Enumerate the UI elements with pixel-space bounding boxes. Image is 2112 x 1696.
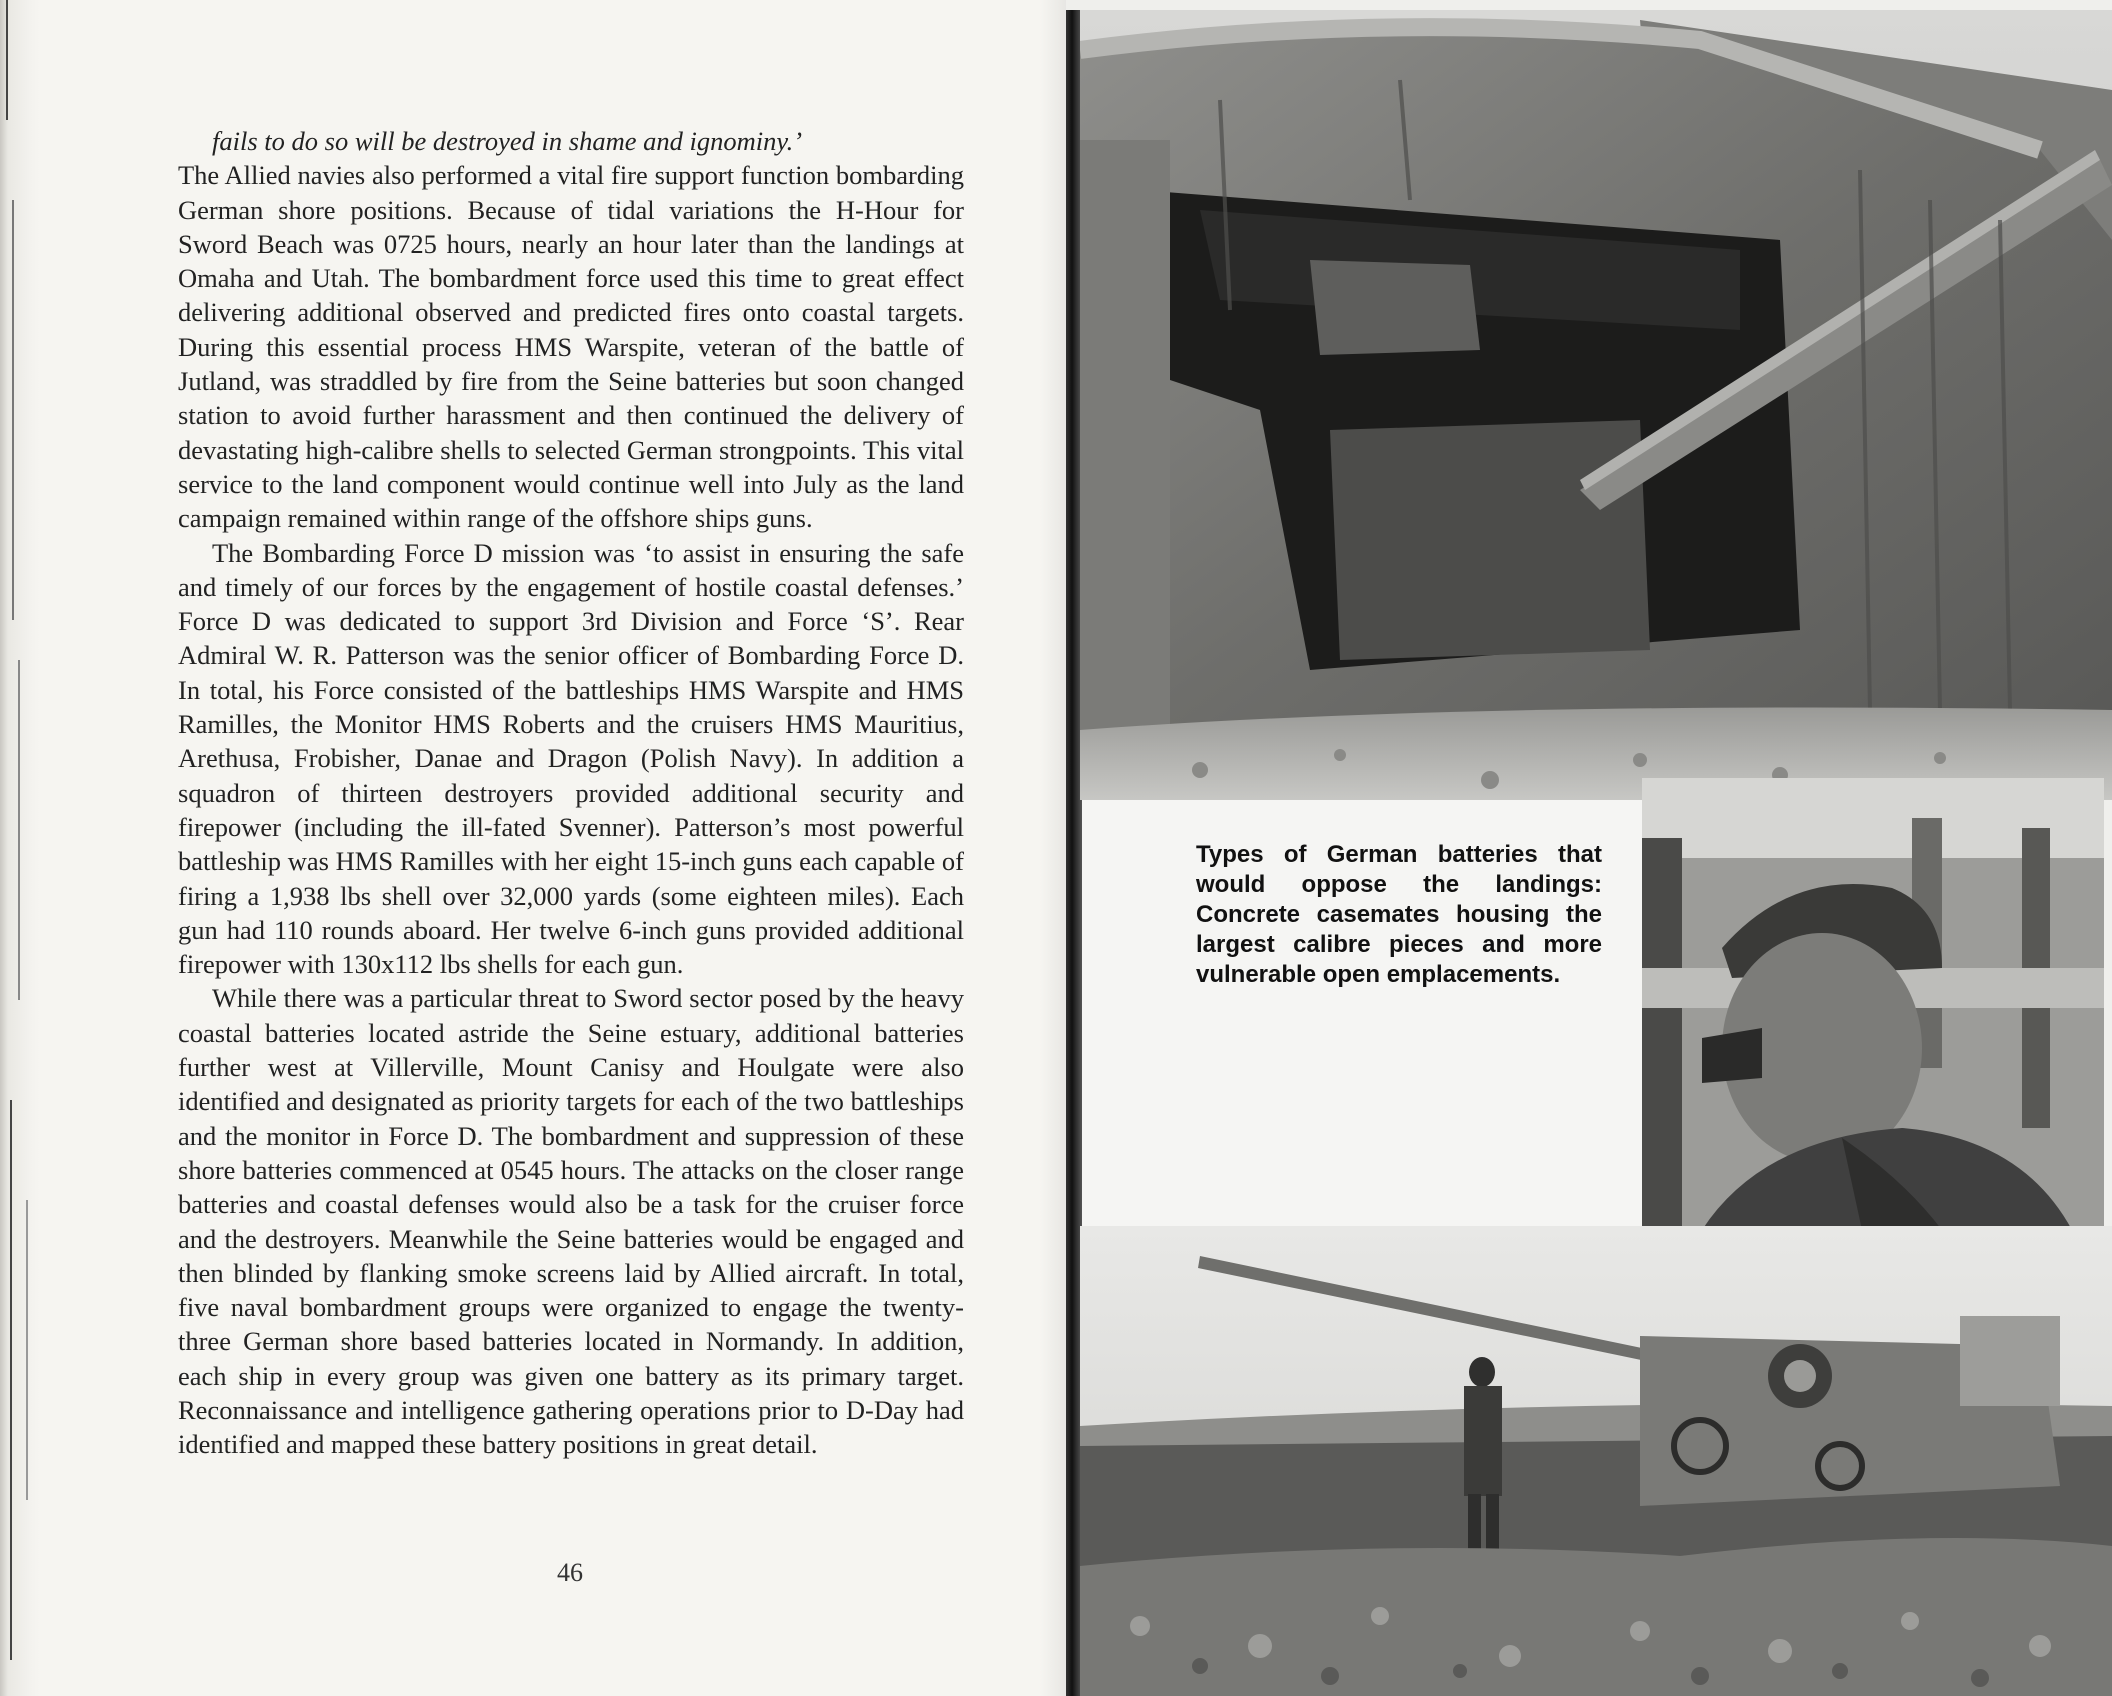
quote-ending: fails to do so will be destroyed in shame and ignominy.’ <box>212 126 803 156</box>
page-number: 46 <box>557 1558 583 1587</box>
soldier-photo <box>1642 778 2104 1230</box>
photo-caption: Types of German batteries that would oppose the landings: Concrete casemates housing the largest calibre pieces and more vulnerable open emplacements. <box>1196 841 1602 988</box>
left-page-edge <box>0 0 40 1696</box>
gun-emplacement-photo <box>1080 1226 2112 1696</box>
paragraph-coastal-batteries: While there was a particular threat to Sword sector posed by the heavy coastal batteries located astride the Seine estuary, additional batteries further west at Villerville, Mount Canisy and Houlgate were also identified and designated as priority targets for each of the two battleships and the monitor in Force D. The bombardment and suppression of these shore batteries commenced at 0545 hours. The attacks on the closer range batteries and coastal defenses would also be a task for the cruiser force and the destroyers. Meanwhile the Seine batteries would be engaged and then blinded by flanking smoke screens laid by Allied aircraft. In total, five naval bombardment groups were organized to engage the twenty-three German shore based batteries located in Normandy. In addition, each ship in every group was given one battery as its primary target. Reconnaissance and intelligence gathering operations prior to D-Day had identified and mapped these battery positions in great detail. <box>178 983 964 1460</box>
paragraph-naval-fire-support: The Allied navies also performed a vital fire support function bombarding German shore positions. Because of tidal variations the H-Hour for Sword Beach was 0725 hours, nearly an hour later than the landings at Omaha and Utah. The bombardment force used this time to great effect delivering additional observed and predicted fires onto coastal targets. During this essential process HMS Warspite, veteran of the battle of Jutland, was straddled by fire from the Seine batteries but soon changed station to avoid further harassment and then continued the delivery of devastating high-calibre shells to selected German strongpoints. This vital service to the land component would continue well into July as the land campaign remained within range of the offshore ships guns. <box>178 160 964 534</box>
casemate-photo <box>1080 10 2112 800</box>
body-text <box>178 124 964 1462</box>
paragraph-bombarding-force-d: The Bombarding Force D mission was ‘to assist in ensuring the safe and timely of our forces by the engagement of hostile coastal defenses.’ Force D was dedicated to support 3rd Division and Force ‘S’. Rear Admiral W. R. Patterson was the senior officer of Bombarding Force D. In total, his Force consisted of the battleships HMS Warspite and HMS Ramilles, the Monitor HMS Roberts and the cruisers HMS Mauritius, Arethusa, Frobisher, Danae and Dragon (Polish Navy). In addition a squadron of thirteen destroyers provided additional security and firepower (including the ill-fated Svenner). Patterson’s most powerful battleship was HMS Ramilles with her eight 15-inch guns each capable of firing a 1,938 lbs shell over 32,000 yards (some eighteen miles). Each gun had 110 rounds aboard. Her twelve 6-inch guns provided additional firepower with 130x112 lbs shells for each gun. <box>178 537 964 980</box>
